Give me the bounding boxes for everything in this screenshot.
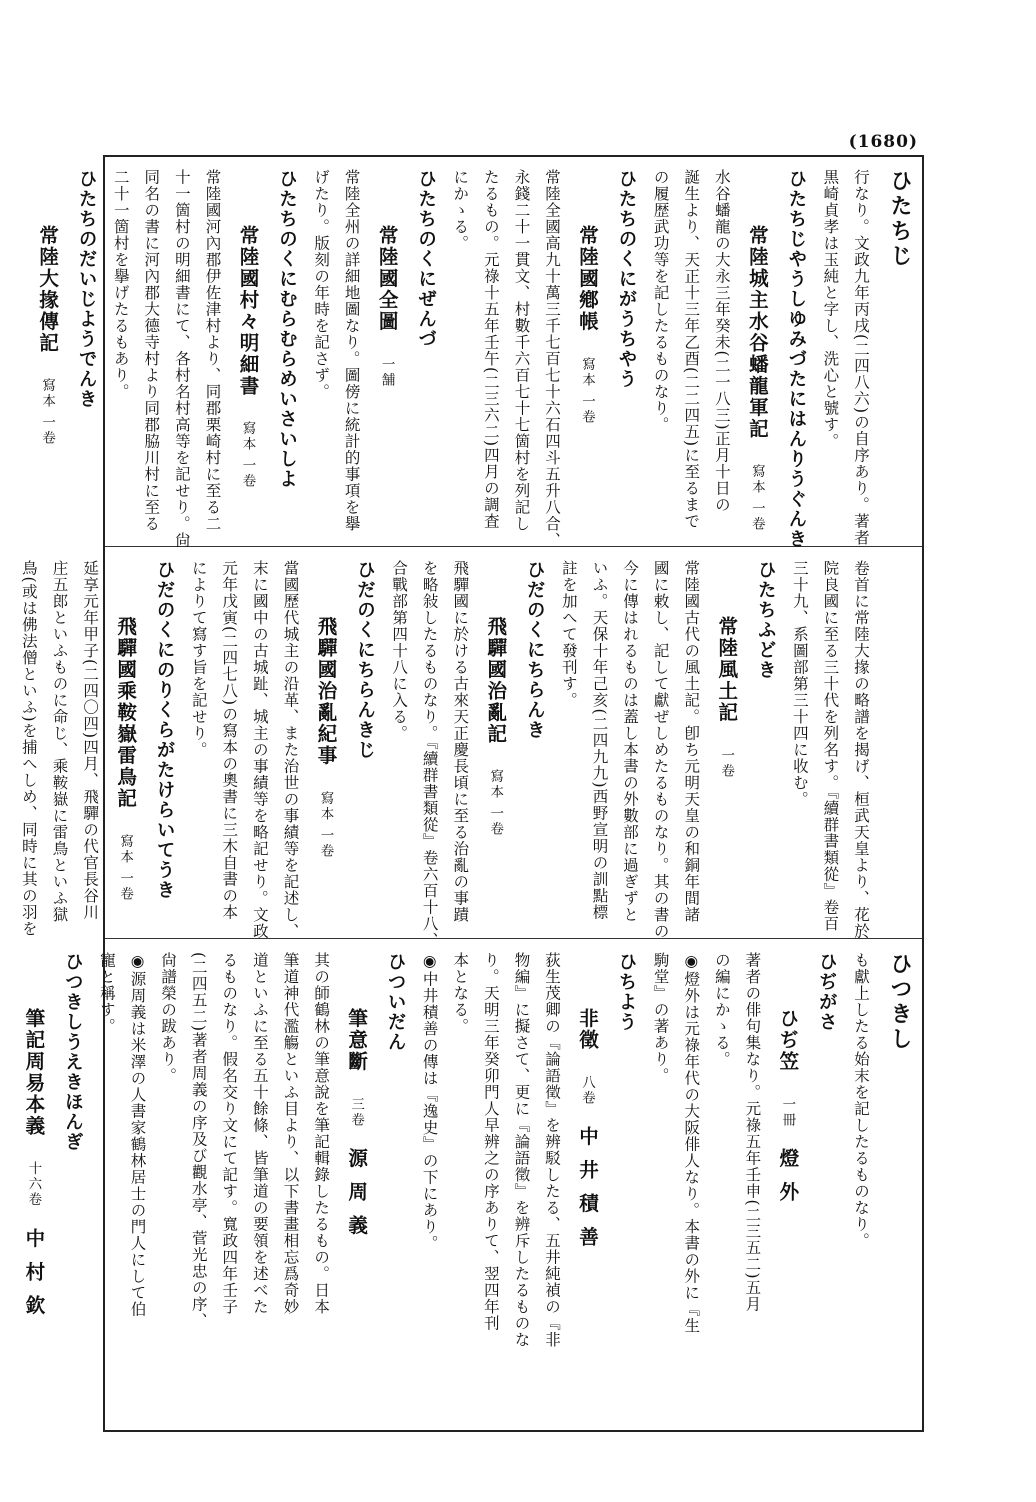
- text-column: 常陸全國高九十萬三千七百七十六石四斗五升八合、: [543, 169, 562, 549]
- running-header-bottom: ひつきし: [887, 952, 913, 1052]
- entry-title-column: [19, 952, 47, 1420]
- entry-title-column: [573, 169, 601, 536]
- text-column: ◉中井積善の傳は『逸史』の下にあり。: [420, 952, 439, 1252]
- text-column: 道といふに至る五十餘條、皆筆道の要領を述べた: [250, 952, 269, 1315]
- entry-reading-heading: ひたちのだいじようでんき: [76, 169, 98, 409]
- entry-title-column: [743, 169, 771, 536]
- text-column: 國に敕し、記して獻ぜしめたるものなり。其の書の: [651, 560, 670, 940]
- text-column: たるもの。元祿十五年壬午(二三六二)四月の調査: [481, 169, 500, 530]
- entry-title-column: [773, 952, 801, 1420]
- text-column: 誕生より、天正十三年乙酉(二二四五)に至るまで: [682, 169, 701, 530]
- column-flow-middle: [19, 560, 870, 949]
- text-column: 行なり。文政九年丙戌(二四八六)の自序あり。著者: [852, 169, 870, 547]
- entry-title: 常陸國村々明細書: [236, 225, 260, 397]
- entry-title: 飛驒國乘鞍嶽雷鳥記: [114, 616, 138, 810]
- entry-title-column: [573, 952, 601, 1420]
- text-column: ◉燈外は元祿年代の大阪俳人なり。本書の外に『生: [682, 952, 701, 1334]
- entry-volumes: 寫本 一卷: [748, 464, 765, 533]
- text-column: の編にかゝる。: [712, 952, 731, 1068]
- entry-reading-heading: ひたちのくにむらむらめいさいしよ: [276, 169, 298, 489]
- text-column: いふ。天保十年己亥(二四九九)西野宣明の訓點標: [590, 560, 609, 921]
- entry-volumes: 寫本 一卷: [117, 833, 134, 902]
- entry-title: 飛驒國治亂記: [484, 616, 508, 745]
- entry-reading-heading: ひたちのくにぜんづ: [415, 169, 437, 349]
- entry-volumes: 寫本 一卷: [579, 356, 596, 425]
- entry-volumes: 一卷: [718, 747, 735, 779]
- text-column: 本となる。: [451, 952, 470, 1035]
- entry-title: 筆意斷: [345, 1008, 369, 1073]
- text-column: も獻上したる始末を記したるものなり。: [852, 952, 870, 1249]
- text-column: り。天明三年癸卯門人早辨之の序ありて、翌四年刊: [481, 952, 500, 1332]
- text-column: 永錢二十一貫文、村數千六百七十七箇村を列記し: [512, 169, 531, 532]
- entry-title: 常陸風土記: [715, 616, 739, 724]
- entry-author: 中井積善: [576, 1126, 600, 1260]
- text-column: 同名の書に河內郡大德寺村より同郡脇川村に至る: [142, 169, 161, 532]
- entry-volumes: 一冊: [779, 1096, 796, 1128]
- text-column: 常陸國古代の風土記。卽ち元明天皇の和銅年間諸: [682, 560, 701, 923]
- entry-reading-heading: ひだのくにちらんき: [524, 560, 546, 740]
- entry-volumes: 寫本 一卷: [39, 378, 56, 447]
- column-flow-bottom: [22, 952, 870, 1420]
- entry-title: 常陸大掾傳記: [36, 225, 60, 354]
- entry-volumes: 三卷: [348, 1096, 365, 1128]
- section-bottom: [22, 940, 922, 1430]
- entry-title-column: [311, 560, 339, 928]
- entry-title: 筆記周易本義: [22, 1008, 46, 1137]
- entry-title-column: [111, 560, 139, 928]
- page-number: (1680): [848, 132, 918, 152]
- entry-reading-heading: ひたちのくにがうちやう: [616, 169, 638, 389]
- entry-reading-heading: ひぢがさ: [816, 952, 838, 1032]
- text-column: 合戰部第四十八に入る。: [390, 560, 409, 742]
- text-column: 鳥(或は佛法僧といふ)を捕へしめ、同時に其の羽を: [19, 560, 38, 938]
- text-column: 末に國中の古城趾、城主の事績等を略記せり。文政: [250, 560, 269, 940]
- entry-title-column: [342, 952, 370, 1420]
- entry-volumes: 八卷: [579, 1075, 596, 1106]
- entry-reading-heading: ひだのくにのりくらがたけらいてうき: [154, 560, 176, 900]
- text-column: 飛驒國に於ける古來天正慶長頃に至る治亂の事蹟: [451, 560, 470, 923]
- text-column: 黒崎貞孝は玉純と字し、洗心と號す。: [821, 169, 840, 450]
- text-column: 駒堂』の著あり。: [651, 952, 670, 1084]
- entry-reading-heading: ひたちじやうしゆみづたにはんりうぐんき: [785, 169, 807, 549]
- entry-author: 源周義: [345, 1147, 369, 1248]
- text-column: 註を加へて發刊す。: [559, 560, 578, 709]
- text-column: (二四五二)著者周義の序及び觀水亭、菅光忠の序、: [189, 952, 208, 1330]
- entry-volumes: 寫本 一卷: [317, 790, 334, 859]
- text-column: 十一箇村の明細書にて、各村名村高等を記せり。尙: [172, 169, 191, 549]
- text-column: 延享元年甲子(二四〇四)四月、飛驒の代官長谷川: [81, 560, 100, 921]
- text-column: 尙譜榮の跋あり。: [159, 952, 178, 1084]
- entry-author: 中村欽: [22, 1227, 46, 1328]
- text-column: 院良國に至る三十代を列名す。『續群書類從』卷百: [821, 560, 840, 932]
- entry-title: 常陸國鄕帳: [576, 225, 600, 333]
- text-column: 水谷蟠龍の大永三年癸未(二一八三)正月十日の: [712, 169, 731, 514]
- entry-reading-heading: ひつきしうえきほんぎ: [62, 952, 84, 1152]
- text-column: 庄五郎といふものに命じ、乘鞍嶽に雷鳥といふ獄: [50, 560, 69, 923]
- text-column: 物編』に擬さて、更に『論語徵』を辨斥したるものな: [512, 952, 531, 1348]
- entry-title-column: [712, 560, 740, 928]
- entry-title-column: [33, 169, 61, 536]
- entry-volumes: 寫本 一卷: [239, 421, 256, 490]
- entry-title: ひぢ笠: [776, 1008, 800, 1073]
- entry-reading-heading: ひたちふどき: [755, 560, 777, 680]
- entry-reading-heading: ひついだん: [385, 952, 407, 1052]
- entry-author: 燈外: [776, 1147, 800, 1215]
- text-column: 二十一箇村を擧げたるもあり。: [111, 169, 130, 400]
- text-column: 著者の俳句集なり。元祿五年壬申(二三五二)五月: [743, 952, 762, 1313]
- entry-reading-heading: ひちよう: [616, 952, 638, 1032]
- entry-title: 非徵: [576, 1008, 600, 1051]
- text-column: 當國歷代城主の沿革、また治世の事績等を記述し、: [281, 560, 300, 940]
- text-column: 常陸國河內郡伊佐津村より、同郡栗崎村に至る二: [203, 169, 222, 532]
- text-column: 卷首に常陸大掾の略譜を揭げ、桓武天皇より、花於: [852, 560, 870, 940]
- entry-title: 飛驒國治亂紀事: [314, 616, 338, 767]
- text-column: ◉源周義は米澤の人書家鶴林居士の門人にして伯: [128, 952, 147, 1318]
- page-frame: [19, 155, 924, 1432]
- text-column: 三十九、系圖部第三十四に收む。: [790, 560, 809, 808]
- text-column: 寵と稱す。: [97, 952, 116, 1035]
- entry-volumes: 十六卷: [25, 1161, 42, 1208]
- text-column: 筆道神代濫觴といふ目より、以下書畫相忘爲奇妙: [281, 952, 300, 1315]
- text-column: 荻生茂卿の『論語徵』を辨駁したる、五井純禎の『非: [543, 952, 562, 1348]
- entry-title: 常陸國全圖: [375, 225, 399, 333]
- running-header-top: ひたちじ: [887, 169, 913, 269]
- column-flow-top: [36, 169, 870, 549]
- text-column: げたり。版刻の年時を記さず。: [312, 169, 331, 400]
- entry-title-column: [373, 169, 401, 536]
- text-column: を略敍したるものなり。『續群書類從』卷六百十八、: [420, 560, 439, 949]
- text-column: 元年戊寅(二四七八)の寫本の奧書に三木自書の本: [220, 560, 239, 921]
- text-column: 今に傳はれるものは蓋し本書の外數部に過ぎずと: [621, 560, 640, 923]
- entry-title: 常陸城主水谷蟠龍軍記: [745, 225, 769, 440]
- text-column: にかゝる。: [451, 169, 470, 252]
- entry-title-column: [481, 560, 509, 928]
- section-top: [36, 157, 922, 549]
- entry-volumes: 一舗: [378, 356, 395, 388]
- entry-volumes: 寫本 一卷: [487, 769, 504, 838]
- entry-title-column: [233, 169, 261, 536]
- text-column: 其の師鶴林の筆意說を筆記輯錄したるもの。日本: [312, 952, 331, 1315]
- text-column: 常陸全州の詳細地圖なり。圖傍に統計的事項を擧: [342, 169, 361, 532]
- text-column: の履歴武功等を記したるものなり。: [651, 169, 670, 433]
- text-column: によりて寫す旨を記せり。: [189, 560, 208, 758]
- text-column: るものなり。假名交り文にて記す。寬政四年壬子: [220, 952, 239, 1315]
- entry-reading-heading: ひだのくにちらんきじ: [354, 560, 376, 760]
- section-middle: [19, 548, 922, 949]
